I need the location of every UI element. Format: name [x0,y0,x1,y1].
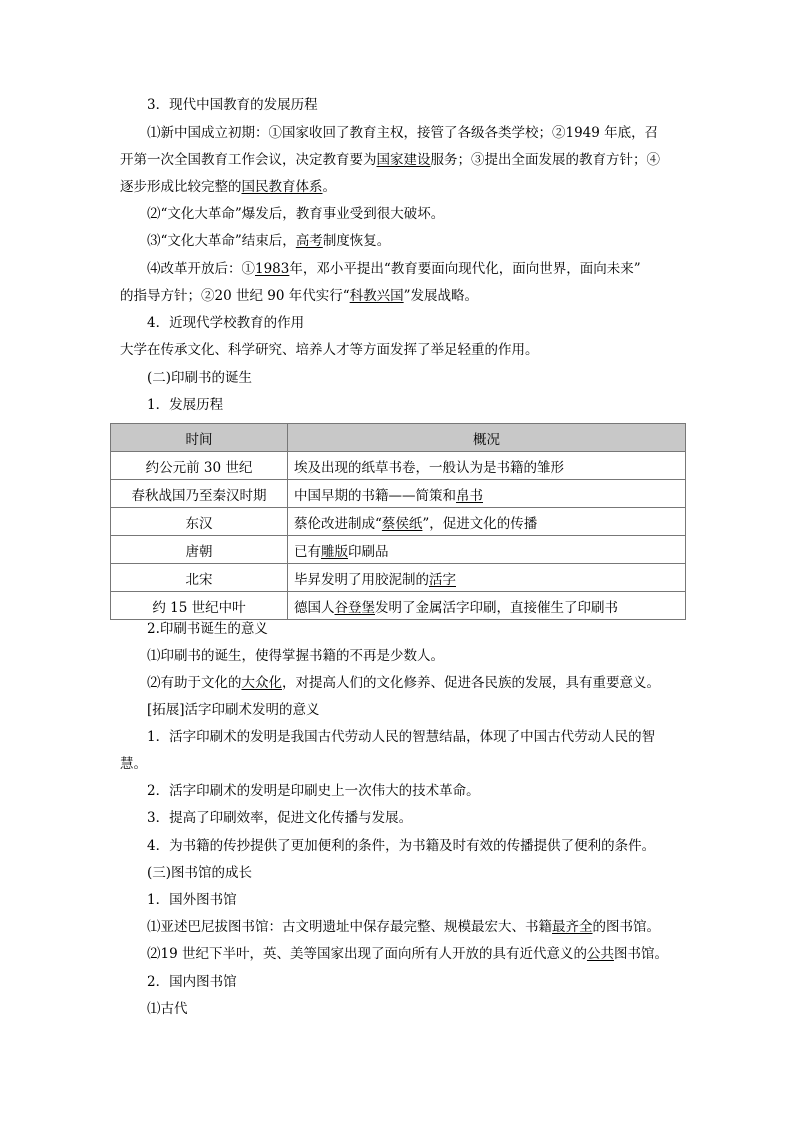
part-2-title: (二)印刷书的诞生 [147,370,253,386]
paragraph: ⑴古代 [147,1001,188,1017]
time-cell: 北宋 [111,564,288,592]
paragraph: ⑷改革开放后：①1983年，邓小平提出“教育要面向现代化，面向世界，面向未来” [147,261,641,277]
extension-title: [拓展]活字印刷术发明的意义 [147,702,320,718]
underlined-term: 大众化 [241,675,282,691]
subsection-title: 2.印刷书诞生的意义 [147,621,268,637]
underlined-term: 国民教育体系 [241,179,323,195]
time-cell: 唐朝 [111,536,288,564]
paragraph: 1．活字印刷术的发明是我国古代劳动人民的智慧结晶，体现了中国古代劳动人民的智 [147,729,656,745]
table-header-cell: 概况 [288,424,686,452]
paragraph: 慧。 [120,756,147,772]
history-table [110,423,686,620]
underlined-term: 高考 [295,233,323,249]
section-4-title: 4．近现代学校教育的作用 [147,315,305,331]
paragraph: 2．活字印刷术的发明是印刷史上一次伟大的技术革命。 [147,783,480,799]
table-row [111,480,686,508]
summary-cell: 中国早期的书籍——简策和帛书 [288,480,686,508]
underlined-term: 国家建设 [376,152,431,168]
paragraph: 3．提高了印刷效率，促进文化传播与发展。 [147,810,413,826]
paragraph: 的指导方针；②20 世纪 90 年代实行“科教兴国”发展战略。 [120,288,479,304]
time-cell: 东汉 [111,508,288,536]
paragraph: 大学在传承文化、科学研究、培养人才等方面发挥了举足轻重的作用。 [120,342,539,358]
subsection-title: 2．国内图书馆 [147,974,237,990]
summary-cell: 毕昇发明了用胶泥制的活字 [288,564,686,592]
paragraph: ⑶“文化大革命”结束后，高考制度恢复。 [147,233,391,249]
paragraph: ⑵“文化大革命”爆发后，教育事业受到很大破坏。 [147,206,445,222]
summary-cell: 埃及出现的纸草书卷，一般认为是书籍的雏形 [288,452,686,480]
summary-cell: 德国人谷登堡发明了金属活字印刷，直接催生了印刷书 [288,592,686,620]
section-3-title: 3．现代中国教育的发展历程 [147,97,318,113]
paragraph: ⑴新中国成立初期：①国家收回了教育主权，接管了各级各类学校；②1949 年底，召 [147,125,659,141]
part-3-title: (三)图书馆的成长 [147,865,253,881]
table-row [111,508,686,536]
time-cell: 约 15 世纪中叶 [111,592,288,620]
paragraph: 开第一次全国教育工作会议，决定教育要为国家建设服务；③提出全面发展的教育方针；④ [120,152,660,168]
underlined-term: 科教兴国 [349,288,404,304]
table-row [111,564,686,592]
summary-cell: 蔡伦改进制成“蔡侯纸”，促进文化的传播 [288,508,686,536]
paragraph: ⑴印刷书的诞生，使得掌握书籍的不再是少数人。 [147,648,444,664]
paragraph: 4．为书籍的传抄提供了更加便利的条件，为书籍及时有效的传播提供了便利的条件。 [147,838,656,854]
underlined-term: 最齐全 [552,919,593,935]
time-cell: 约公元前 30 世纪 [111,452,288,480]
table-header-cell: 时间 [111,424,288,452]
time-cell: 春秋战国乃至秦汉时期 [111,480,288,508]
table-row [111,452,686,480]
subsection-title: 1．发展历程 [147,397,224,413]
underlined-term: 公共 [586,946,614,962]
underlined-term: 1983 [255,261,290,277]
subsection-title: 1．国外图书馆 [147,892,237,908]
paragraph: 逐步形成比较完整的国民教育体系。 [120,179,336,195]
table-row [111,592,686,620]
table-header-row [111,424,686,452]
table-row [111,536,686,564]
paragraph: ⑴亚述巴尼拔图书馆：古文明遗址中保存最完整、规模最宏大、书籍最齐全的图书馆。 [147,919,660,935]
summary-cell: 已有雕版印刷品 [288,536,686,564]
paragraph: ⑵有助于文化的大众化，对提高人们的文化修养、促进各民族的发展，具有重要意义。 [147,675,660,691]
paragraph: ⑵19 世纪下半叶，英、美等国家出现了面向所有人开放的具有近代意义的公共图书馆。 [147,946,668,962]
